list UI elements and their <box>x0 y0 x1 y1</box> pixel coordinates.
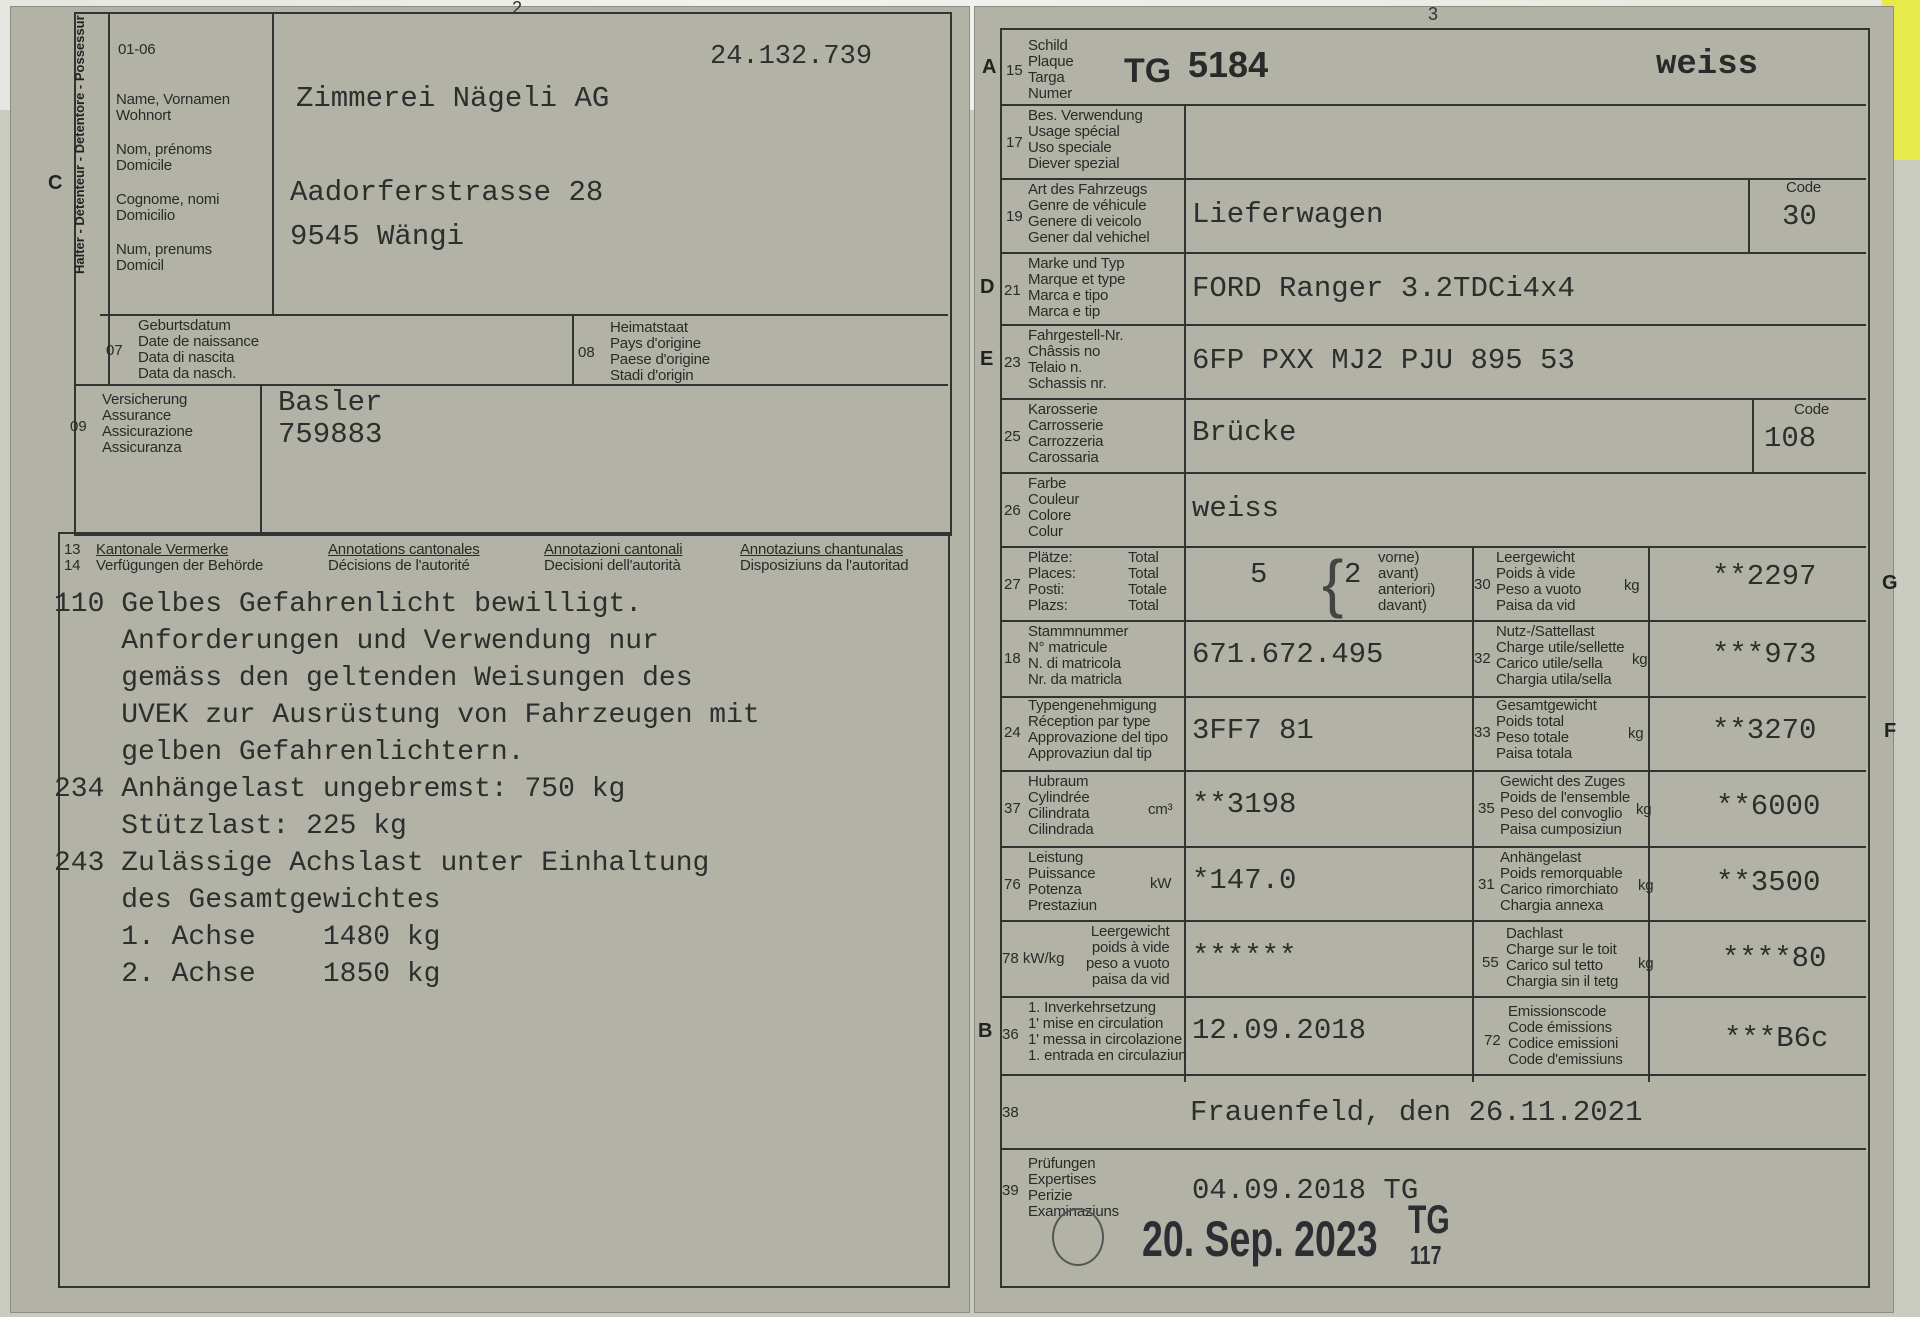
insurance-field-number: 09 <box>70 418 87 435</box>
special-use-label: Usage spécial <box>1028 123 1120 140</box>
first-registration-label: 1. entrada en circulaziun <box>1028 1047 1187 1064</box>
place-date-field-number: 38 <box>1002 1104 1019 1121</box>
displacement-labels <box>1028 774 1094 838</box>
towable-unit: kg <box>1638 877 1654 894</box>
total-weight-value: **3270 <box>1712 714 1817 747</box>
remarks-header-rm <box>740 542 908 574</box>
total-weight-field-number: 33 <box>1474 724 1491 741</box>
plate-field-number: 15 <box>1006 62 1023 79</box>
type-label: Gener dal vehichel <box>1028 229 1150 246</box>
roof-load-label: Carico sul tetto <box>1506 957 1603 974</box>
holder-label: Cognome, nomi <box>116 191 220 208</box>
special-use-label: Uso speciale <box>1028 139 1112 156</box>
colour-label: Colur <box>1028 523 1063 540</box>
plate-label: Targa <box>1028 69 1065 86</box>
empty-weight-label: Leergewicht <box>1496 549 1575 566</box>
body-labels <box>1028 402 1103 466</box>
section-letter-f: F <box>1884 720 1897 742</box>
remarks-header-line: Annotazioni cantonali <box>544 541 683 558</box>
plate-color: weiss <box>1656 46 1759 84</box>
special-use-label: Diever spezial <box>1028 155 1120 172</box>
inspections-field-number: 39 <box>1002 1182 1019 1199</box>
ratio-label: peso a vuoto <box>1086 955 1170 972</box>
origin-label: Stadi d'origin <box>610 367 694 384</box>
matricule-field-number: 18 <box>1004 650 1021 667</box>
type-code-label: Code <box>1786 179 1822 196</box>
right-page-number: 3 <box>1428 4 1439 24</box>
displacement-label: Cilindrata <box>1028 805 1090 822</box>
remark-line: Stützlast: 225 kg <box>54 811 407 842</box>
holder-side-label: Halter - Détenteur - Detentore - Possessur <box>72 15 87 274</box>
type-approval-label: Approvaziun dal tip <box>1028 745 1152 762</box>
payload-unit: kg <box>1632 651 1648 668</box>
chassis-labels <box>1028 328 1123 392</box>
power-label: Puissance <box>1028 865 1096 882</box>
empty-weight-label: Paisa da vid <box>1496 597 1576 614</box>
chassis-field-number: 23 <box>1004 354 1021 371</box>
make-labels <box>1028 256 1125 320</box>
inspection-typed-date: 04.09.2018 TG <box>1192 1174 1419 1207</box>
row-line <box>1000 770 1866 772</box>
roof-load-label: Dachlast <box>1506 925 1563 942</box>
train-weight-label: Peso del convoglio <box>1500 805 1623 822</box>
remark-line: Anforderungen und Verwendung nur <box>54 626 659 657</box>
holder-origin-divider <box>572 314 574 384</box>
train-weight-unit: kg <box>1636 801 1652 818</box>
payload-labels <box>1496 624 1624 688</box>
empty-weight-label: Poids à vide <box>1496 565 1576 582</box>
birth-labels <box>138 318 259 382</box>
row-line <box>1000 252 1866 254</box>
insurance-company: Basler <box>278 386 383 419</box>
remarks-header-line: Disposiziuns da l'autoritad <box>740 557 909 574</box>
type-approval-labels <box>1028 698 1168 762</box>
remarks-header-de <box>96 541 264 574</box>
holder-label: Domicil <box>116 257 164 274</box>
holder-label-divider <box>272 14 274 314</box>
birth-label: Data di nascita <box>138 349 235 366</box>
train-weight-value: **6000 <box>1716 790 1821 823</box>
roof-load-value: ****80 <box>1722 942 1827 975</box>
row-line <box>1000 104 1866 106</box>
row-line <box>1000 846 1866 848</box>
make-label: Marque et type <box>1028 271 1126 288</box>
origin-label: Paese d'origine <box>610 351 710 368</box>
train-weight-label: Paisa cumposiziun <box>1500 821 1622 838</box>
holder-name-labels <box>116 92 230 274</box>
remark-line: 110 Gelbes Gefahrenlicht bewilligt. <box>54 589 643 620</box>
type-label: Art des Fahrzeugs <box>1028 181 1148 198</box>
payload-label: Charge utile/sellette <box>1496 639 1625 656</box>
displacement-label: Cilindrada <box>1028 821 1094 838</box>
remark-line: 243 Zulässige Achslast unter Einhaltung <box>54 848 710 879</box>
inspection-stamp-date: 20. Sep. 2023 <box>1142 1211 1378 1267</box>
payload-field-number: 32 <box>1474 650 1491 667</box>
displacement-field-number: 37 <box>1004 800 1021 817</box>
make-label: Marca e tip <box>1028 303 1100 320</box>
roof-load-label: Charge sur le toit <box>1506 941 1617 958</box>
ratio-value: ****** <box>1192 940 1297 973</box>
holder-label: Domicilio <box>116 207 176 224</box>
train-weight-field-number: 35 <box>1478 800 1495 817</box>
body-code-value: 108 <box>1764 422 1817 455</box>
seats-total-label: Total <box>1128 565 1159 582</box>
chassis-label: Châssis no <box>1028 343 1101 360</box>
weights-left-divider <box>1472 548 1474 1082</box>
origin-label: Pays d'origine <box>610 335 701 352</box>
insurance-label: Versicherung <box>102 391 188 408</box>
empty-weight-field-number: 30 <box>1474 576 1491 593</box>
holder-code: 01-06 <box>118 41 156 58</box>
vehicle-type-value: Lieferwagen <box>1192 198 1384 231</box>
roof-load-field-number: 55 <box>1482 954 1499 971</box>
seats-label: Posti: <box>1028 581 1065 598</box>
power-label: Prestaziun <box>1028 897 1097 914</box>
remarks-body <box>54 586 760 993</box>
holder-label: Num, prenums <box>116 241 212 258</box>
empty-weight-value: **2297 <box>1712 560 1817 593</box>
train-weight-labels <box>1500 774 1630 838</box>
body-field-number: 25 <box>1004 428 1021 445</box>
holder-label: Wohnort <box>116 107 172 124</box>
type-labels <box>1028 182 1149 246</box>
seats-labels <box>1028 550 1076 614</box>
remarks-header-line: Verfügungen der Behörde <box>96 557 264 574</box>
seats-total-label: Total <box>1128 597 1159 614</box>
type-code-divider <box>1748 178 1750 252</box>
total-weight-unit: kg <box>1628 725 1644 742</box>
type-label: Genere di veicolo <box>1028 213 1142 230</box>
inspections-label: Prüfungen <box>1028 1155 1096 1172</box>
towable-label: Carico rimorchiato <box>1500 881 1619 898</box>
place-date-value: Frauenfeld, den 26.11.2021 <box>1190 1096 1643 1129</box>
roof-load-labels <box>1506 926 1618 990</box>
matricule-label: Nr. da matricla <box>1028 671 1122 688</box>
vehicle-label-divider <box>1184 104 1186 1082</box>
birth-label: Data da nasch. <box>138 365 237 382</box>
towable-value: **3500 <box>1716 866 1821 899</box>
emission-code-label: Emissionscode <box>1508 1003 1607 1020</box>
emission-code-labels <box>1508 1004 1623 1068</box>
body-label: Carrosserie <box>1028 417 1104 434</box>
insurance-label-divider <box>260 384 262 532</box>
train-weight-label: Gewicht des Zuges <box>1500 773 1625 790</box>
colour-field-number: 26 <box>1004 502 1021 519</box>
insurance-label: Assicurazione <box>102 423 193 440</box>
colour-labels <box>1028 476 1079 540</box>
ratio-label: paisa da vid <box>1091 971 1170 988</box>
seats-front-value: 2 <box>1344 558 1362 591</box>
first-registration-field-number: 36 <box>1002 1026 1019 1043</box>
special-use-label: Bes. Verwendung <box>1028 107 1143 124</box>
total-weight-labels <box>1496 698 1597 762</box>
emission-code-label: Codice emissioni <box>1508 1035 1619 1052</box>
plate-number: 5184 <box>1188 44 1269 85</box>
row-line <box>1000 620 1866 622</box>
origin-labels <box>610 320 710 384</box>
type-approval-label: Typengenehmigung <box>1028 697 1157 714</box>
colour-label: Couleur <box>1028 491 1080 508</box>
empty-weight-unit: kg <box>1624 577 1640 594</box>
remarks-header-line: Kantonale Vermerke <box>96 541 229 558</box>
seats-front-label: avant) <box>1378 565 1419 582</box>
towable-field-number: 31 <box>1478 876 1495 893</box>
seats-front-label: vorne) <box>1378 549 1420 566</box>
power-value: *147.0 <box>1192 864 1297 897</box>
plate-canton: TG <box>1124 52 1172 90</box>
plate-label: Schild <box>1028 37 1068 54</box>
seats-front-label: anteriori) <box>1378 581 1436 598</box>
matricule-label: N° matricule <box>1028 639 1108 656</box>
holder-city: 9545 Wängi <box>290 220 465 253</box>
holder-label: Nom, prénoms <box>116 141 212 158</box>
body-label: Carrozzeria <box>1028 433 1104 450</box>
chassis-label: Fahrgestell-Nr. <box>1028 327 1124 344</box>
matricule-value: 671.672.495 <box>1192 638 1384 671</box>
inspections-label: Examinaziuns <box>1028 1203 1119 1220</box>
ratio-labels <box>1086 924 1170 988</box>
payload-label: Carico utile/sella <box>1496 655 1603 672</box>
total-weight-label: Poids total <box>1496 713 1564 730</box>
first-registration-value: 12.09.2018 <box>1192 1014 1367 1047</box>
section-letter-e: E <box>980 348 994 370</box>
power-labels <box>1028 850 1097 914</box>
towable-label: Chargia annexa <box>1500 897 1604 914</box>
body-value: Brücke <box>1192 416 1297 449</box>
towable-label: Poids remorquable <box>1500 865 1623 882</box>
chassis-label: Schassis nr. <box>1028 375 1107 392</box>
payload-label: Chargia utila/sella <box>1496 671 1612 688</box>
origin-field-number: 08 <box>578 344 595 361</box>
remark-line: 234 Anhängelast ungebremst: 750 kg <box>54 774 626 805</box>
insurance-labels <box>102 392 193 456</box>
towable-labels <box>1500 850 1623 914</box>
section-letter-c: C <box>48 172 63 194</box>
make-field-number: 21 <box>1004 282 1021 299</box>
power-field-number: 76 <box>1004 876 1021 893</box>
seats-label: Plätze: <box>1028 549 1073 566</box>
left-page-number: 2 <box>512 0 523 18</box>
body-label: Karosserie <box>1028 401 1098 418</box>
seats-total-label: Total <box>1128 549 1159 566</box>
remarks-header-fr <box>328 542 480 574</box>
insurance-label: Assurance <box>102 407 172 424</box>
inspections-label: Perizie <box>1028 1187 1073 1204</box>
roof-load-unit: kg <box>1638 955 1654 972</box>
displacement-value: **3198 <box>1192 788 1297 821</box>
row-line <box>1000 1074 1866 1076</box>
special-use-labels <box>1028 108 1143 172</box>
power-label: Potenza <box>1028 881 1082 898</box>
first-registration-labels <box>1028 1000 1186 1064</box>
train-weight-label: Poids de l'ensemble <box>1500 789 1630 806</box>
row-line <box>1000 324 1866 326</box>
inspection-stamp-canton: TG <box>1408 1198 1450 1242</box>
seats-front-label: davant) <box>1378 597 1427 614</box>
row-line <box>1000 472 1866 474</box>
body-code-divider <box>1752 398 1754 472</box>
total-weight-label: Peso totale <box>1496 729 1569 746</box>
remark-line: UVEK zur Ausrüstung von Fahrzeugen mit <box>54 700 760 731</box>
emission-code-value: ***B6c <box>1724 1022 1829 1055</box>
seats-label: Plazs: <box>1028 597 1068 614</box>
first-registration-label: 1. Inverkehrsetzung <box>1028 999 1156 1016</box>
displacement-unit: cm³ <box>1148 801 1173 818</box>
matricule-labels <box>1028 624 1128 688</box>
payload-value: ***973 <box>1712 638 1817 671</box>
document-number: 24.132.739 <box>710 42 873 72</box>
birth-label: Date de naissance <box>138 333 259 350</box>
chassis-value: 6FP PXX MJ2 PJU 895 53 <box>1192 344 1575 377</box>
holder-name: Zimmerei Nägeli AG <box>296 82 610 115</box>
remarks-number-14: 14 <box>64 557 81 574</box>
remarks-header-line: Annotations cantonales <box>328 541 480 558</box>
origin-label: Heimatstaat <box>610 319 688 336</box>
holder-birth-line <box>100 314 948 316</box>
ratio-label: Leergewicht <box>1090 923 1170 940</box>
plate-labels <box>1028 38 1074 102</box>
emission-code-field-number: 72 <box>1484 1032 1501 1049</box>
empty-weight-label: Peso a vuoto <box>1496 581 1582 598</box>
matricule-label: Stammnummer <box>1028 623 1129 640</box>
displacement-label: Hubraum <box>1028 773 1089 790</box>
inspections-label: Expertises <box>1028 1171 1097 1188</box>
type-approval-label: Approvazione del tipo <box>1028 729 1169 746</box>
seats-total-label: Totale <box>1128 581 1167 598</box>
total-weight-label: Gesamtgewicht <box>1496 697 1597 714</box>
first-registration-label: 1' mise en circulation <box>1028 1015 1164 1032</box>
remarks-header-line: Decisioni dell'autorità <box>544 557 681 574</box>
body-label: Carossaria <box>1028 449 1099 466</box>
make-label: Marke und Typ <box>1028 255 1125 272</box>
remark-line: 2. Achse 1850 kg <box>54 959 441 990</box>
type-approval-value: 3FF7 81 <box>1192 714 1314 747</box>
holder-street: Aadorferstrasse 28 <box>290 176 604 209</box>
chassis-label: Telaio n. <box>1028 359 1083 376</box>
insurance-number: 759883 <box>278 418 383 451</box>
type-label: Genre de véhicule <box>1028 197 1147 214</box>
section-letter-d: D <box>980 276 995 298</box>
remark-line: gemäss den geltenden Weisungen des <box>54 663 693 694</box>
remarks-header-line: Annotaziuns chantunalas <box>740 541 904 558</box>
body-code-label: Code <box>1794 401 1830 418</box>
seats-total-labels <box>1128 550 1167 614</box>
holder-label: Name, Vornamen <box>116 91 230 108</box>
remarks-number-13: 13 <box>64 541 81 558</box>
seats-total-value: 5 <box>1250 558 1268 591</box>
row-line <box>1000 996 1866 998</box>
row-line <box>1000 178 1866 180</box>
seats-field-number: 27 <box>1004 576 1021 593</box>
remarks-header-line: Décisions de l'autorité <box>328 557 470 574</box>
plate-label: Numer <box>1028 85 1073 102</box>
make-value: FORD Ranger 3.2TDCi4x4 <box>1192 272 1575 305</box>
colour-label: Farbe <box>1028 475 1067 492</box>
ratio-label: poids à vide <box>1091 939 1170 956</box>
empty-weight-labels <box>1496 550 1581 614</box>
inspection-stamp-office: 117 <box>1410 1240 1442 1270</box>
seats-brace: { <box>1322 547 1344 619</box>
section-letter-b: B <box>978 1020 993 1042</box>
payload-label: Nutz-/Sattellast <box>1496 623 1595 640</box>
special-use-field-number: 17 <box>1006 134 1023 151</box>
matricule-label: N. di matricola <box>1028 655 1121 672</box>
birth-label: Geburtsdatum <box>138 317 231 334</box>
remark-line: gelben Gefahrenlichtern. <box>54 737 525 768</box>
type-field-number: 19 <box>1006 208 1023 225</box>
seats-label: Places: <box>1028 565 1076 582</box>
row-line <box>1000 398 1866 400</box>
roof-load-label: Chargia sin il tetg <box>1506 973 1619 990</box>
remark-line: des Gesamtgewichtes <box>54 885 441 916</box>
remark-line: 1. Achse 1480 kg <box>54 922 441 953</box>
row-line <box>1000 1148 1866 1150</box>
power-unit: kW <box>1150 875 1172 892</box>
emission-code-label: Code d'emissiuns <box>1508 1051 1623 1068</box>
type-approval-field-number: 24 <box>1004 724 1021 741</box>
birth-field-number: 07 <box>106 342 123 359</box>
plate-label: Plaque <box>1028 53 1074 70</box>
seats-front-labels <box>1378 550 1435 614</box>
section-letter-a: A <box>982 56 997 78</box>
colour-label: Colore <box>1028 507 1071 524</box>
row-line <box>1000 546 1866 548</box>
holder-insurance-line <box>74 384 948 386</box>
canton-seal-icon <box>1052 1208 1104 1266</box>
displacement-label: Cylindrée <box>1028 789 1090 806</box>
holder-label: Domicile <box>116 157 172 174</box>
insurance-label: Assicuranza <box>102 439 182 456</box>
make-label: Marca e tipo <box>1028 287 1109 304</box>
towable-label: Anhängelast <box>1500 849 1582 866</box>
type-approval-label: Réception par type <box>1028 713 1151 730</box>
section-letter-g: G <box>1882 572 1898 594</box>
colour-value: weiss <box>1192 492 1280 525</box>
first-registration-label: 1' messa in circolazione <box>1028 1031 1182 1048</box>
emission-code-label: Code émissions <box>1508 1019 1612 1036</box>
ratio-field-number: 78 kW/kg <box>1002 950 1065 967</box>
total-weight-label: Paisa totala <box>1496 745 1572 762</box>
type-code-value: 30 <box>1782 200 1817 233</box>
power-label: Leistung <box>1028 849 1084 866</box>
row-line <box>1000 920 1866 922</box>
remarks-header-it <box>544 542 682 574</box>
holder-side-divider <box>108 12 110 384</box>
